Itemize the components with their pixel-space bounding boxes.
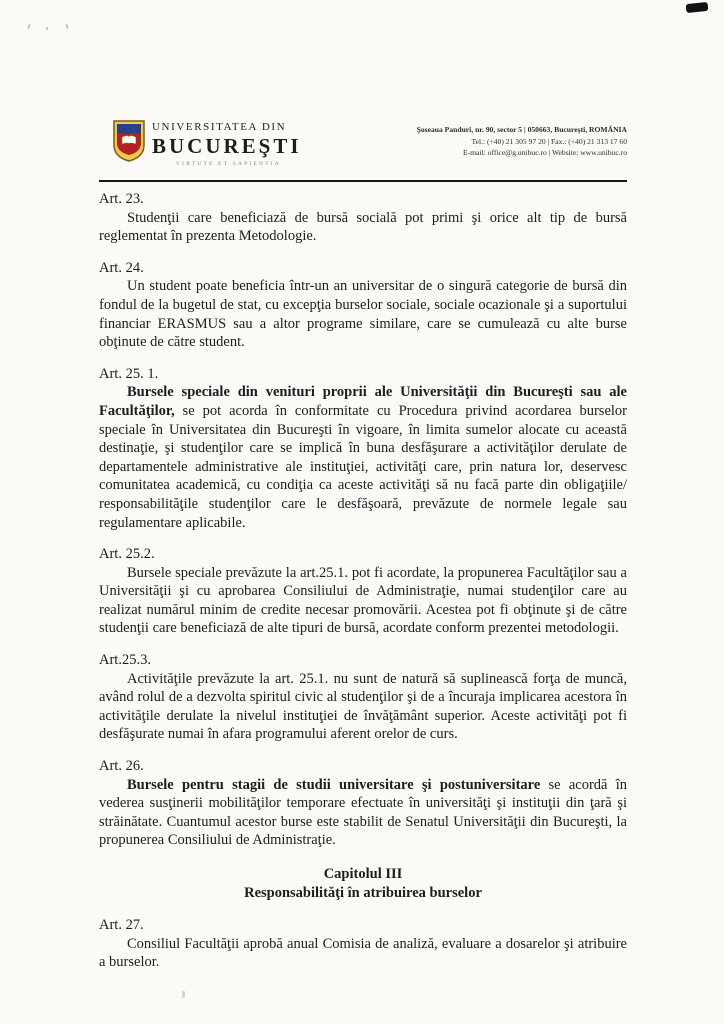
article-heading: Art. 23. xyxy=(99,191,144,207)
article-bold-lead: Bursele speciale din venituri proprii ale Universităţii din Bucureşti sau ale Facultăţilor, xyxy=(99,384,627,419)
scan-artifact-bottom xyxy=(182,991,185,998)
article-text: Consiliul Facultăţii aprobă anual Comisia de analiză, evaluare a dosarelor şi atribuire a burselor. xyxy=(99,935,627,971)
article-heading: Art. 26. xyxy=(99,758,144,775)
article-text-rest: se acordă în vederea susţinerii mobilităţilor temporare efectuate în universităţi şi instituţii din ţară şi străinătate. Cuantumul acestor burse este stabilit de Senatul Universităţii din Bucureşti, la propunerea Consiliului de Administraţie. xyxy=(99,776,627,849)
letterhead xyxy=(99,118,627,170)
article-25-1 xyxy=(99,365,627,532)
article-bold-lead: Bursele pentru stagii de studii universitare şi postuniversitare xyxy=(127,776,541,793)
scan-artifact-top-right xyxy=(686,2,709,13)
article-25-3 xyxy=(99,651,627,744)
scan-artifact-pen-marks xyxy=(28,24,68,34)
university-name xyxy=(152,118,302,167)
article-text: Un student poate beneficia într-un an universitar de o singură categorie de bursă din fondul de la bugetul de stat, cu excepţia burselor sociale, sociale ocazionale şi a suportului financiar ERASMUS sau a altor programe similare, care se cumulează cu alte burse obţinute de către student. xyxy=(99,278,627,351)
article-24 xyxy=(99,259,627,352)
article-heading: Art. 25. 1. xyxy=(99,365,159,382)
university-name-line2: BUCUREŞTI xyxy=(152,134,302,158)
article-25-2 xyxy=(99,545,627,638)
header-divider xyxy=(99,180,627,182)
article-text: Studenţii care beneficiază de bursă socială pot primi şi orice alt tip de bursă reglementat în prezenta Metodologie. xyxy=(99,209,627,245)
article-text: Activităţile prevăzute la art. 25.1. nu sunt de natură să suplinească forţa de muncă, având rolul de a dezvolta spiritul civic al studenţilor şi de a încuraja implicarea acestora în activităţile derulate la nivelul instituţiei de învăţământ superior. Aceste activităţi pot fi desfăşurate numai în afara programului aferent orelor de curs. xyxy=(99,670,627,743)
article-26 xyxy=(99,757,627,850)
contact-phone: Tel.: (+40) 21 305 97 20 | Fax.: (+40) 21 313 17 60 xyxy=(471,136,627,146)
article-heading: Art. 25.2. xyxy=(99,546,155,563)
university-crest-icon xyxy=(113,120,145,162)
article-text-rest: se pot acorda în conformitate cu Procedura privind acordarea burselor speciale în Universitatea din Bucureşti în vigoare, în limita sumelor alocate cu această destinaţie, şi studenţilor care se implică în buna desfăşurare a activităţilor derulate de departamentele administrative ale instituţiei, activităţi care, prin natura lor, deservesc comunitatea academică, cu condiţia ca aceste activităţi să nu facă parte din obligaţiile/ responsabilităţile studenţilor care le desfăşoară, prevăzute de normele legale sau regulamentare aplicabile. xyxy=(99,402,627,531)
chapter-heading xyxy=(99,865,627,903)
contact-address: Şoseaua Panduri, nr. 90, sector 5 | 050663, Bucureşti, ROMÂNIA xyxy=(416,125,627,134)
article-27 xyxy=(99,916,627,972)
article-heading: Art. 24. xyxy=(99,259,144,276)
article-heading: Art. 27. xyxy=(99,917,144,933)
page-content xyxy=(99,118,627,972)
article-text xyxy=(99,383,627,532)
article-text xyxy=(99,776,627,850)
university-name-line1: UNIVERSITATEA DIN xyxy=(152,121,287,133)
contact-email: E-mail: office@g.unibuc.ro | Website: www.unibuc.ro xyxy=(462,148,627,157)
chapter-title: Capitolul III xyxy=(323,866,403,882)
contact-info xyxy=(417,118,627,159)
article-heading: Art.25.3. xyxy=(99,652,151,669)
chapter-subtitle: Responsabilităţi în atribuirea burselor xyxy=(244,885,482,901)
article-23 xyxy=(99,190,627,246)
university-logo xyxy=(99,118,302,167)
article-text: Bursele speciale prevăzute la art.25.1. pot fi acordate, la propunerea Facultăţilor sau a Universităţii şi cu aprobarea Consiliului de Administraţie, numai studenţilor care au realizat numărul minim de credite necesar promovării. Acestea pot fi obţinute şi de către studenţii care beneficiază de alte tipuri de bursă, acordate conform prezentei metodologii. xyxy=(99,564,627,637)
document-body xyxy=(99,190,627,972)
university-motto: VIRTUTE ET SAPIENTIA xyxy=(176,161,281,167)
